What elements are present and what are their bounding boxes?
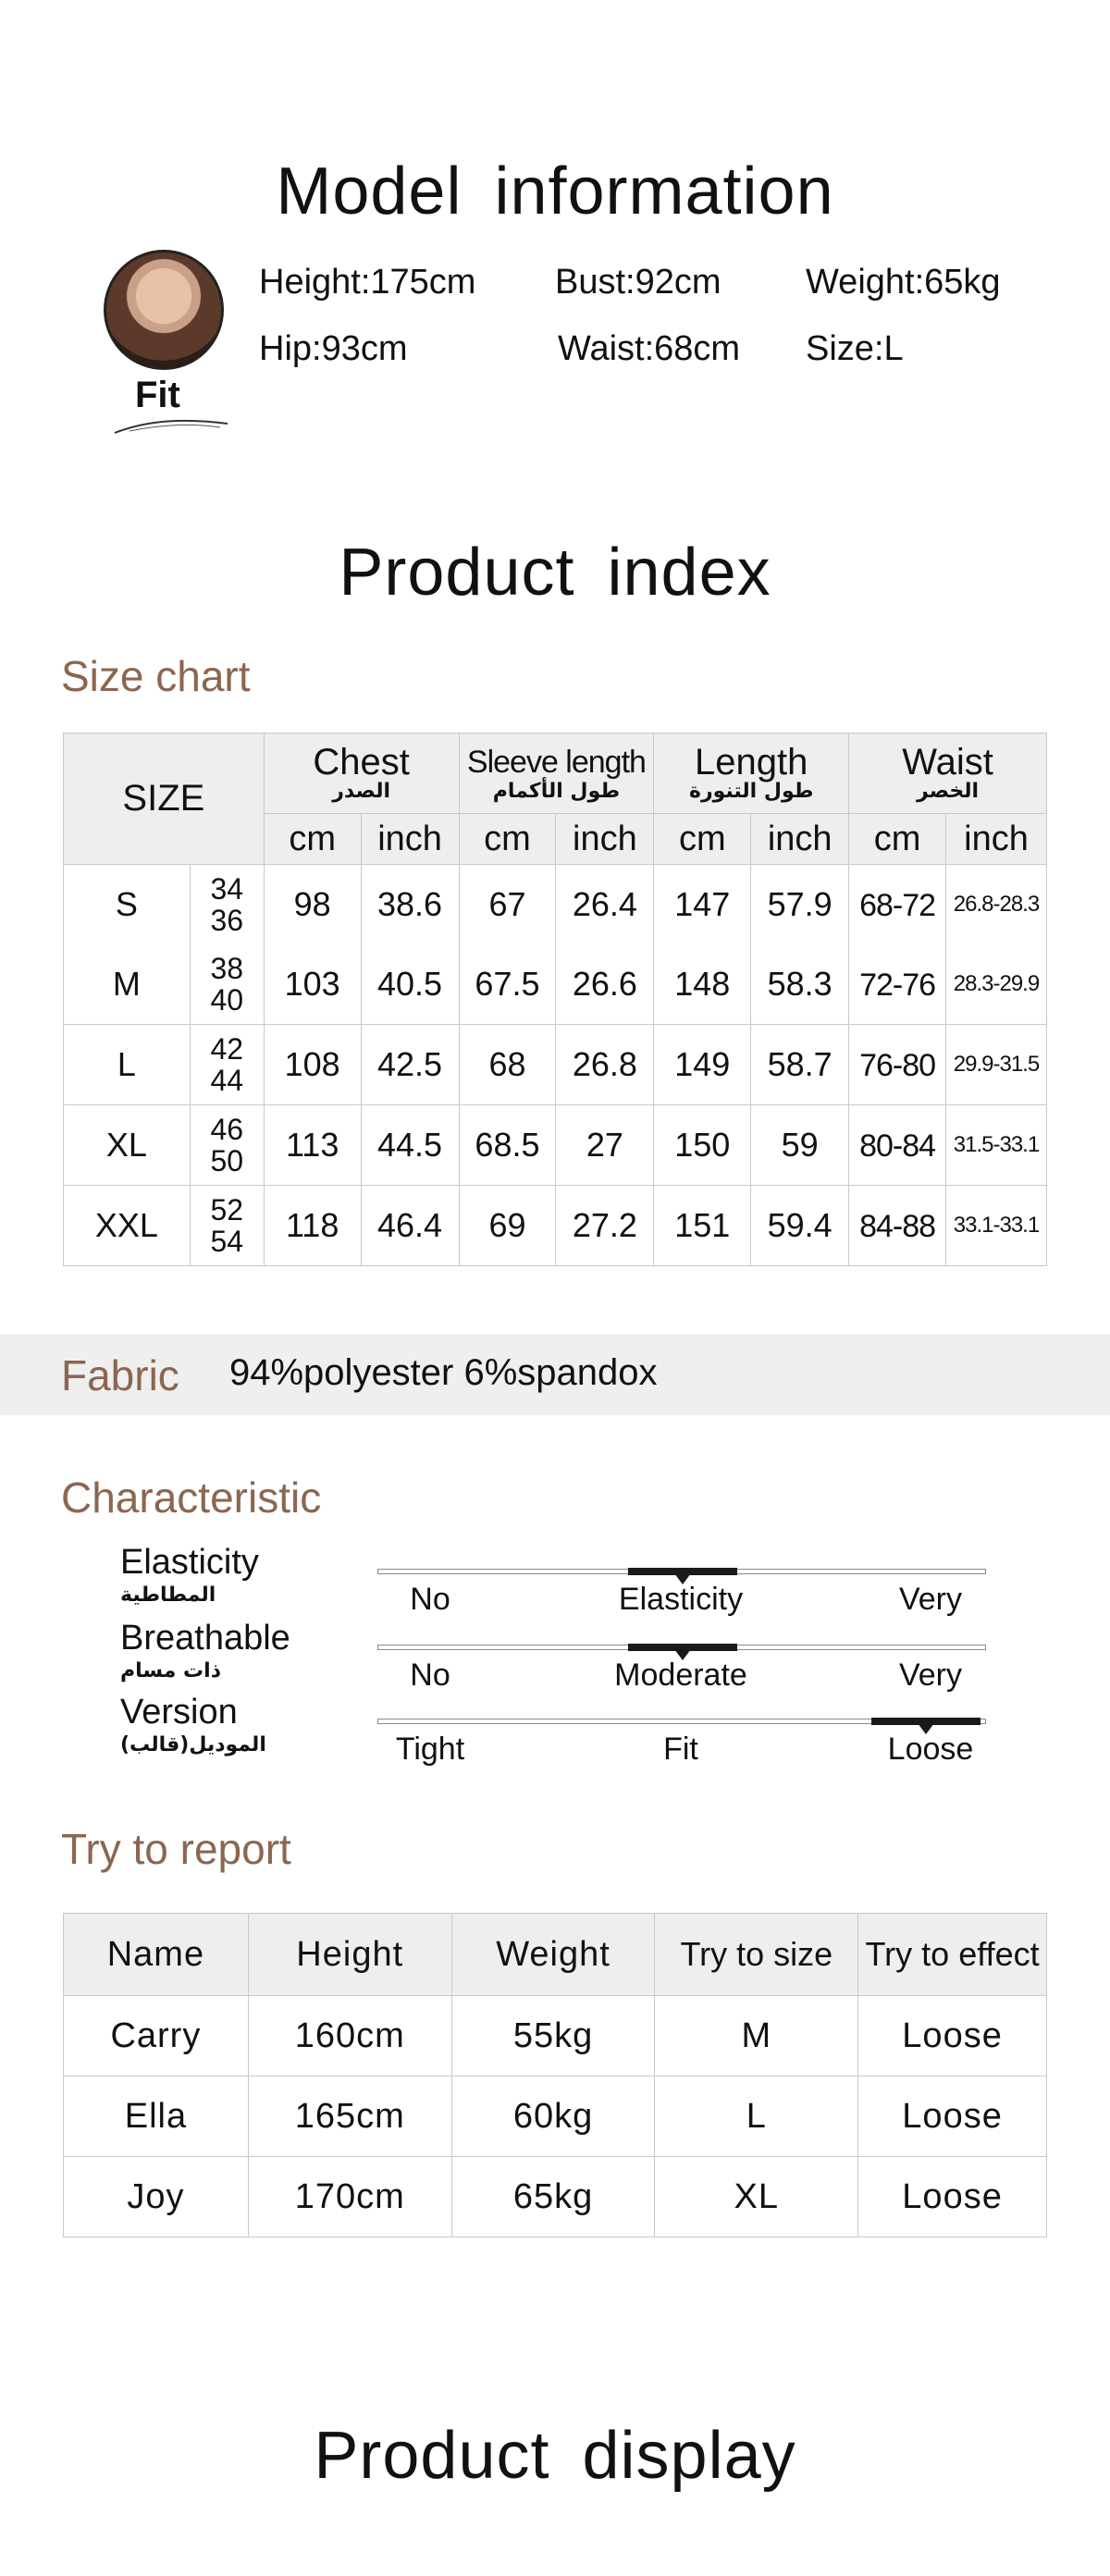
cell-waist-in: 33.1-33.1 [946, 1186, 1047, 1266]
cell-chest-in: 38.6 [361, 865, 459, 945]
size-row-m [64, 944, 1047, 1025]
try-report-heading: Try to report [61, 1825, 291, 1873]
report-cell: Loose [858, 2157, 1047, 2237]
characteristic-bar [377, 1569, 986, 1574]
report-header-cell: Height [248, 1914, 451, 1996]
model-height: Height:175cm [259, 263, 476, 302]
report-cell: L [655, 2077, 858, 2157]
cell-length-cm: 149 [654, 1025, 751, 1105]
report-header-row [64, 1914, 1047, 1996]
group-waist: Waist الخصر [849, 733, 1047, 814]
size-header: SIZE [64, 733, 265, 865]
cell-waist-cm: 76-80 [849, 1025, 946, 1105]
unit-cell: cm [459, 814, 556, 865]
model-hip: Hip:93cm [259, 329, 408, 368]
scale-high: Very [898, 1658, 963, 1693]
cell-waist-cm: 84-88 [849, 1186, 946, 1266]
cell-length-in: 59.4 [751, 1186, 849, 1266]
cell-sleeve-cm: 67 [459, 865, 556, 945]
size-chart-table [63, 733, 1047, 1266]
cell-chest-cm: 98 [264, 865, 361, 945]
scale-mid: Fit [663, 1732, 698, 1767]
report-cell: Loose [858, 1996, 1047, 2077]
cell-chest-in: 40.5 [361, 944, 459, 1025]
fabric-value: 94%polyester 6%spandox [229, 1352, 658, 1393]
product-index-title: Product index [339, 536, 771, 610]
model-waist: Waist:68cm [558, 329, 741, 368]
unit-cell: cm [849, 814, 946, 865]
characteristic-heading: Characteristic [61, 1473, 322, 1522]
model-size: Size:L [806, 329, 904, 368]
size-row-xl [64, 1105, 1047, 1186]
cell-sleeve-cm: 68.5 [459, 1105, 556, 1186]
cell-chest-in: 44.5 [361, 1105, 459, 1186]
try-report-table [63, 1913, 1047, 2237]
cell-length-in: 59 [751, 1105, 849, 1186]
unit-cell: inch [751, 814, 849, 865]
scale-mid: Elasticity [618, 1582, 744, 1617]
unit-cell: inch [946, 814, 1047, 865]
size-row-xxl [64, 1186, 1047, 1266]
cell-length-in: 57.9 [751, 865, 849, 945]
cell-length-in: 58.7 [751, 1025, 849, 1105]
characteristic-arabic: الموديل(قالب) [120, 1733, 266, 1756]
eu-size: 52 54 [190, 1186, 264, 1266]
scale-low: Tight [395, 1732, 465, 1767]
scale-low: No [410, 1582, 450, 1617]
cell-length-in: 58.3 [751, 944, 849, 1025]
cell-chest-in: 46.4 [361, 1186, 459, 1266]
report-row [64, 1996, 1047, 2077]
fit-swoosh-icon [111, 411, 231, 438]
characteristic-bar [377, 1645, 986, 1650]
cell-length-cm: 148 [654, 944, 751, 1025]
group-length: Length طول التنورة [654, 733, 849, 814]
cell-length-cm: 150 [654, 1105, 751, 1186]
cell-sleeve-in: 27 [556, 1105, 654, 1186]
report-header-cell: Try to effect [858, 1914, 1047, 1996]
characteristic-bar [377, 1719, 986, 1724]
cell-waist-cm: 72-76 [849, 944, 946, 1025]
cell-waist-in: 26.8-28.3 [946, 865, 1047, 945]
size-row-s [64, 865, 1047, 945]
report-cell: 65kg [451, 2157, 655, 2237]
report-row [64, 2077, 1047, 2157]
characteristic-arabic: ذات مسام [120, 1659, 221, 1682]
scale-high: Very [898, 1582, 963, 1617]
group-sleeve: Sleeve length طول الأكمام [459, 733, 654, 814]
report-cell: 160cm [248, 1996, 451, 2077]
cell-waist-in: 28.3-29.9 [946, 944, 1047, 1025]
report-cell: 60kg [451, 2077, 655, 2157]
model-bust: Bust:92cm [555, 263, 722, 302]
unit-cell: cm [654, 814, 751, 865]
report-header-cell: Try to size [655, 1914, 858, 1996]
unit-cell: cm [264, 814, 361, 865]
report-row [64, 2157, 1047, 2237]
report-cell: M [655, 1996, 858, 2077]
product-display-title: Product display [314, 2419, 796, 2493]
cell-chest-cm: 103 [264, 944, 361, 1025]
cell-chest-cm: 113 [264, 1105, 361, 1186]
cell-length-cm: 147 [654, 865, 751, 945]
report-cell: 165cm [248, 2077, 451, 2157]
size-label: M [64, 944, 191, 1025]
eu-size: 42 44 [190, 1025, 264, 1105]
report-cell: Loose [858, 2077, 1047, 2157]
fabric-label: Fabric [61, 1351, 179, 1399]
group-chest: Chest الصدر [264, 733, 459, 814]
size-row-l [64, 1025, 1047, 1105]
fit-label: Fit [135, 375, 180, 415]
report-cell: Ella [64, 2077, 249, 2157]
characteristic-name: Version [120, 1693, 238, 1732]
cell-sleeve-cm: 67.5 [459, 944, 556, 1025]
cell-chest-cm: 108 [264, 1025, 361, 1105]
cell-sleeve-in: 26.4 [556, 865, 654, 945]
size-label: XXL [64, 1186, 191, 1266]
report-cell: Carry [64, 1996, 249, 2077]
model-weight: Weight:65kg [806, 263, 1001, 302]
cell-waist-in: 31.5-33.1 [946, 1105, 1047, 1186]
cell-length-cm: 151 [654, 1186, 751, 1266]
model-avatar [104, 250, 224, 370]
characteristic-name: Breathable [120, 1619, 290, 1658]
cell-sleeve-in: 26.6 [556, 944, 654, 1025]
report-header-cell: Weight [451, 1914, 655, 1996]
cell-waist-cm: 80-84 [849, 1105, 946, 1186]
unit-cell: inch [556, 814, 654, 865]
cell-sleeve-in: 26.8 [556, 1025, 654, 1105]
report-header-cell: Name [64, 1914, 249, 1996]
characteristic-arabic: المطاطية [120, 1584, 216, 1607]
eu-size: 38 40 [190, 944, 264, 1025]
unit-cell: inch [361, 814, 459, 865]
report-cell: 170cm [248, 2157, 451, 2237]
eu-size: 46 50 [190, 1105, 264, 1186]
cell-sleeve-in: 27.2 [556, 1186, 654, 1266]
cell-chest-in: 42.5 [361, 1025, 459, 1105]
size-chart-heading: Size chart [61, 652, 251, 700]
report-cell: Joy [64, 2157, 249, 2237]
cell-chest-cm: 118 [264, 1186, 361, 1266]
model-info-title: Model information [276, 154, 834, 228]
cell-waist-cm: 68-72 [849, 865, 946, 945]
eu-size: 34 36 [190, 865, 264, 945]
report-cell: XL [655, 2157, 858, 2237]
size-label: L [64, 1025, 191, 1105]
characteristic-name: Elasticity [120, 1543, 259, 1582]
cell-sleeve-cm: 68 [459, 1025, 556, 1105]
size-label: S [64, 865, 191, 945]
cell-waist-in: 29.9-31.5 [946, 1025, 1047, 1105]
scale-high: Loose [887, 1732, 974, 1767]
report-cell: 55kg [451, 1996, 655, 2077]
cell-sleeve-cm: 69 [459, 1186, 556, 1266]
size-label: XL [64, 1105, 191, 1186]
scale-mid: Moderate [614, 1658, 747, 1693]
scale-low: No [410, 1658, 450, 1693]
